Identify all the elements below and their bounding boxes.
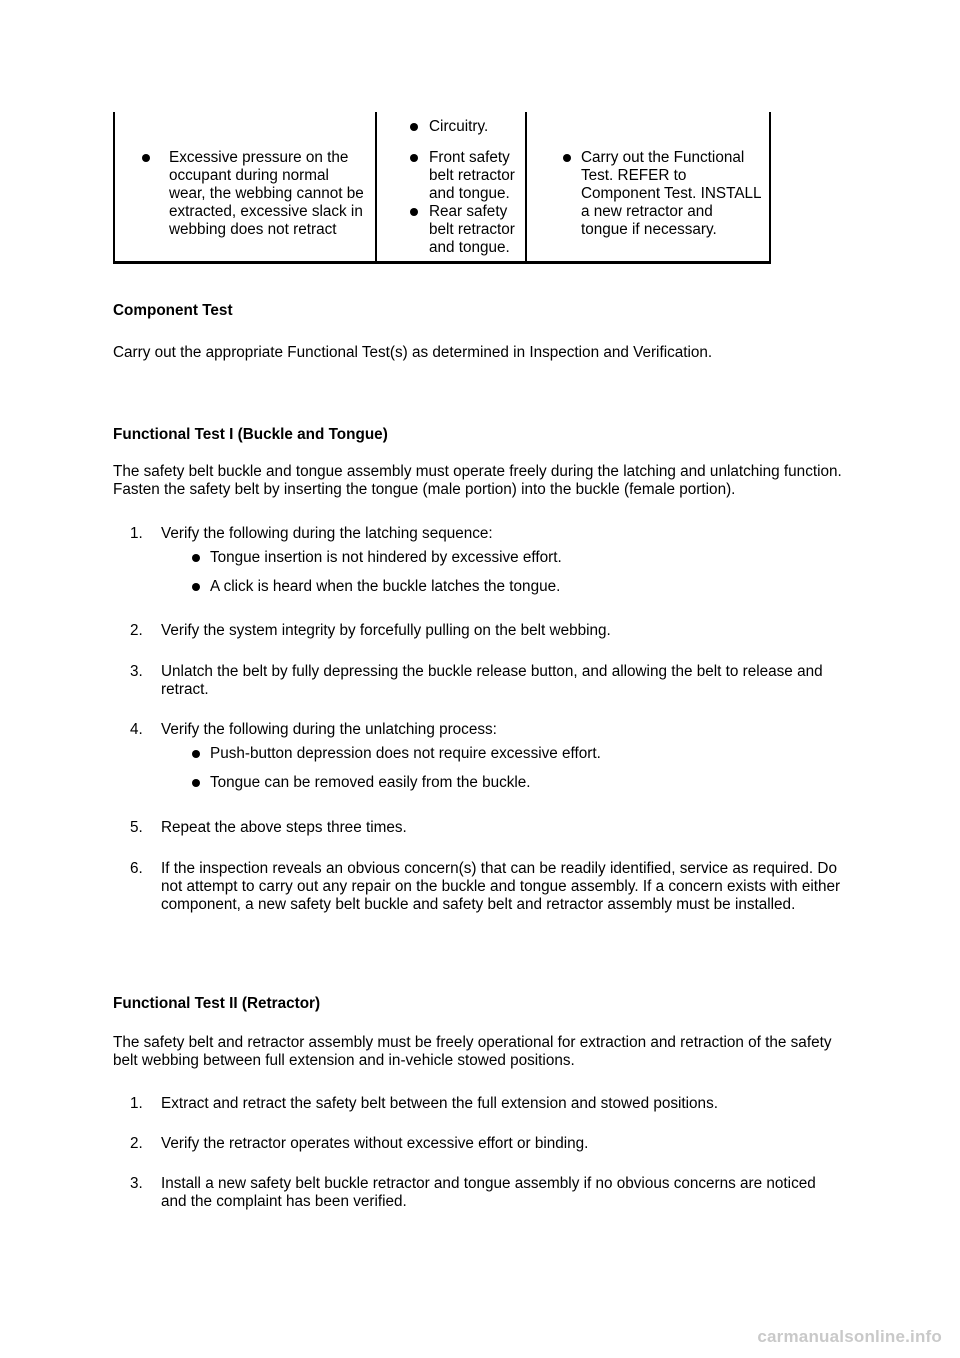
list-item: 3. Unlatch the belt by fully depressing the buckle release button, and allowing the belt to release and retract. (130, 663, 823, 698)
symptom-chart-table (113, 112, 771, 264)
source-cell (376, 142, 526, 263)
sub-list-item: Tongue can be removed easily from the buckle. (113, 774, 843, 792)
list-item: 1. Extract and retract the safety belt between the full extension and stowed positions. (130, 1095, 718, 1112)
condition-cell (114, 142, 376, 263)
sub-list-item: A click is heard when the buckle latches the tongue. (113, 578, 843, 596)
source-item: Rear safety belt retractor and tongue. (377, 203, 517, 257)
source-item: Circuitry. (377, 118, 517, 136)
test1-heading: Functional Test I (Buckle and Tongue) (113, 426, 388, 443)
test1-step-list (113, 525, 843, 596)
component-test-heading: Component Test (113, 302, 233, 319)
source-item: Front safety belt retractor and tongue. (377, 149, 517, 203)
sub-list-item: Push-button depression does not require excessive effort. (113, 745, 843, 763)
list-item: 3. Install a new safety belt buckle retractor and tongue assembly if no obvious concerns are noticed and the complaint has been verified. (130, 1175, 816, 1210)
list-item: 4. Verify the following during the unlatching process: (130, 721, 497, 738)
watermark-text[interactable]: carmanualsonline.info (757, 1327, 942, 1346)
test2-intro: The safety belt and retractor assembly must be freely operational for extraction and retraction of the safety belt webbing between full extension and in-vehicle stowed positions. (113, 1034, 832, 1069)
list-item: 5. Repeat the above steps three times. (130, 819, 407, 836)
test1-intro: The safety belt buckle and tongue assembly must operate freely during the latching and unlatching function. Fasten the safety belt by inserting the tongue (male portion) into the buckle (female portion). (113, 463, 842, 498)
table-row (114, 142, 770, 263)
list-item: 2. Verify the retractor operates without excessive effort or binding. (130, 1135, 589, 1152)
component-test-text: Carry out the appropriate Functional Test(s) as determined in Inspection and Verification. (113, 344, 713, 361)
condition-item: Excessive pressure on the occupant during normal wear, the webbing cannot be extracted, excessive slack in webbing does not retract (115, 149, 367, 239)
sub-list-item: Tongue insertion is not hindered by excessive effort. (113, 549, 843, 567)
list-item: 2. Verify the system integrity by forcefully pulling on the belt webbing. (130, 622, 611, 639)
source-cell (376, 112, 526, 142)
condition-cell (114, 112, 376, 142)
action-item: Carry out the Functional Test. REFER to Component Test. INSTALL a new retractor and tongue if necessary. (527, 149, 761, 239)
list-item: 1. Verify the following during the latching sequence: (130, 525, 493, 542)
test2-heading: Functional Test II (Retractor) (113, 995, 321, 1012)
table-row (114, 112, 770, 142)
test1-step-4 (113, 721, 843, 792)
action-cell (526, 112, 770, 142)
list-item: 6. If the inspection reveals an obvious concern(s) that can be readily identified, service as required. Do not attempt to carry out any repair on the buckle and tongue assembly. If a concern exists with either component, a new safety belt buckle and safety belt and retractor assembly must be installed. (130, 860, 841, 913)
action-cell (526, 142, 770, 263)
